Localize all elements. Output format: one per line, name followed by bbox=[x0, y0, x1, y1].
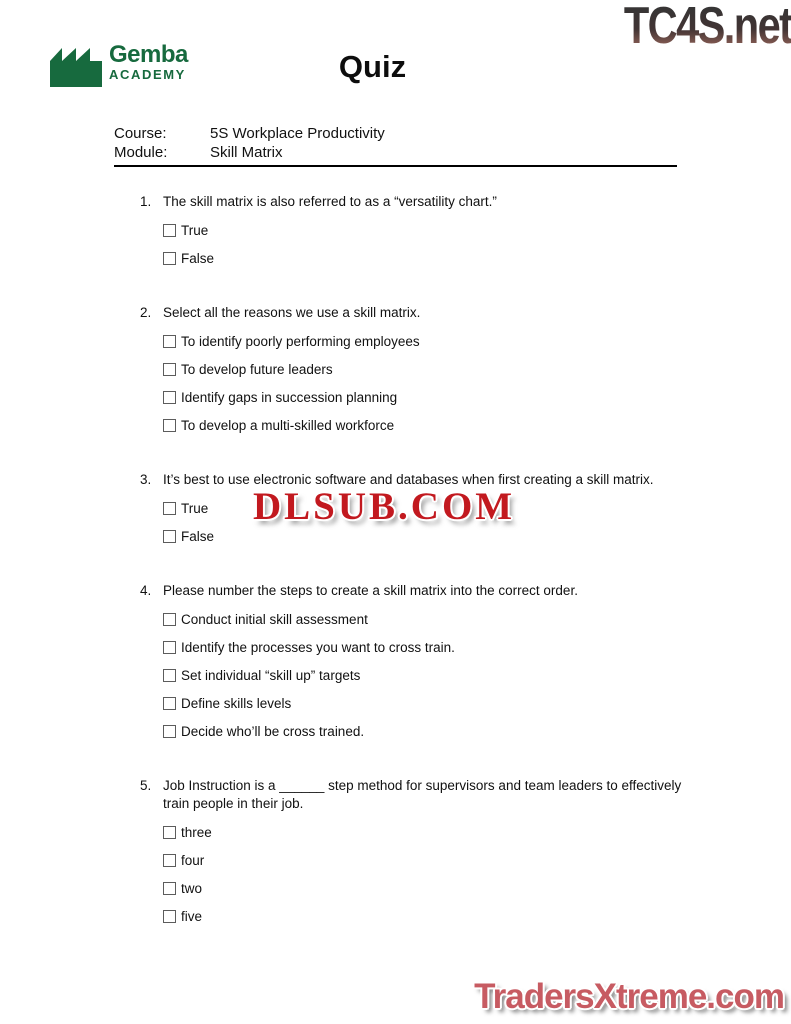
checkbox-icon[interactable] bbox=[163, 697, 176, 710]
answer-option[interactable] bbox=[163, 360, 702, 378]
option-label: five bbox=[181, 908, 203, 924]
answer-option[interactable] bbox=[163, 851, 702, 869]
option-label: To develop a multi-skilled workforce bbox=[181, 417, 395, 433]
answer-option[interactable] bbox=[163, 332, 702, 350]
answer-option[interactable] bbox=[163, 416, 702, 434]
question-list bbox=[140, 193, 702, 962]
answer-option[interactable] bbox=[163, 388, 702, 406]
option-label: Identify the processes you want to cross train. bbox=[181, 639, 455, 655]
module-label: Module: bbox=[114, 143, 168, 161]
question bbox=[140, 777, 702, 925]
module-row bbox=[114, 144, 677, 163]
question bbox=[140, 304, 702, 434]
course-label: Course: bbox=[114, 125, 167, 142]
checkbox-icon[interactable] bbox=[163, 391, 176, 404]
page-title: Quiz bbox=[338, 49, 407, 84]
watermark-center: DLSUB.COM bbox=[253, 485, 516, 528]
watermark-top-right: TC4S.net bbox=[624, 0, 791, 56]
course-row bbox=[114, 125, 677, 144]
question-text: The skill matrix is also referred to as a “versatility chart.” bbox=[163, 194, 497, 209]
question bbox=[140, 582, 702, 740]
checkbox-icon[interactable] bbox=[163, 826, 176, 839]
option-label: Conduct initial skill assessment bbox=[181, 611, 368, 627]
answer-option[interactable] bbox=[163, 907, 702, 925]
checkbox-icon[interactable] bbox=[163, 641, 176, 654]
checkbox-icon[interactable] bbox=[163, 910, 176, 923]
header-divider bbox=[114, 165, 677, 167]
question-number: 1. bbox=[140, 194, 152, 209]
answer-option[interactable] bbox=[163, 694, 702, 712]
checkbox-icon[interactable] bbox=[163, 613, 176, 626]
option-label: False bbox=[181, 250, 215, 266]
answer-option[interactable] bbox=[163, 722, 702, 740]
checkbox-icon[interactable] bbox=[163, 224, 176, 237]
option-label: To identify poorly performing employees bbox=[181, 333, 420, 349]
option-label: True bbox=[181, 500, 209, 516]
answer-option[interactable] bbox=[163, 610, 702, 628]
checkbox-icon[interactable] bbox=[163, 502, 176, 515]
question bbox=[140, 193, 702, 267]
option-label: To develop future leaders bbox=[181, 361, 333, 377]
option-label: two bbox=[181, 880, 203, 896]
answer-option[interactable] bbox=[163, 879, 702, 897]
question-number: 2. bbox=[140, 305, 152, 320]
course-value: 5S Workplace Productivity bbox=[210, 125, 385, 142]
question-head bbox=[140, 193, 702, 211]
checkbox-icon[interactable] bbox=[163, 854, 176, 867]
logo-subtitle: ACADEMY bbox=[109, 67, 186, 82]
question-text: It’s best to use electronic software and databases when first creating a skill matrix. bbox=[163, 472, 654, 487]
quiz-meta bbox=[114, 125, 677, 167]
option-label: Decide who’ll be cross trained. bbox=[181, 723, 365, 739]
logo-name: Gemba bbox=[109, 41, 188, 68]
watermark-bottom-right: TradersXtreme.com bbox=[474, 977, 784, 1016]
option-label: Identify gaps in succession planning bbox=[181, 389, 398, 405]
option-label: False bbox=[181, 528, 215, 544]
checkbox-icon[interactable] bbox=[163, 882, 176, 895]
checkbox-icon[interactable] bbox=[163, 725, 176, 738]
answer-option[interactable] bbox=[163, 527, 702, 545]
question-number: 4. bbox=[140, 583, 152, 598]
checkbox-icon[interactable] bbox=[163, 669, 176, 682]
checkbox-icon[interactable] bbox=[163, 363, 176, 376]
question-head bbox=[140, 777, 702, 813]
answer-option[interactable] bbox=[163, 823, 702, 841]
module-value: Skill Matrix bbox=[210, 143, 283, 161]
question-head bbox=[140, 582, 702, 600]
checkbox-icon[interactable] bbox=[163, 335, 176, 348]
question-text: Job Instruction is a ______ step method for supervisors and team leaders to effectively train people in their job. bbox=[163, 778, 682, 811]
question-number: 3. bbox=[140, 472, 152, 487]
option-label: four bbox=[181, 852, 205, 868]
option-label: True bbox=[181, 222, 209, 238]
checkbox-icon[interactable] bbox=[163, 530, 176, 543]
option-label: Set individual “skill up” targets bbox=[181, 667, 361, 683]
answer-option[interactable] bbox=[163, 666, 702, 684]
question-number: 5. bbox=[140, 778, 152, 793]
answer-option[interactable] bbox=[163, 638, 702, 656]
checkbox-icon[interactable] bbox=[163, 252, 176, 265]
question-text: Select all the reasons we use a skill matrix. bbox=[163, 305, 421, 320]
answer-option[interactable] bbox=[163, 221, 702, 239]
checkbox-icon[interactable] bbox=[163, 419, 176, 432]
option-label: Define skills levels bbox=[181, 695, 292, 711]
question-head bbox=[140, 304, 702, 322]
answer-option[interactable] bbox=[163, 249, 702, 267]
question-text: Please number the steps to create a skill matrix into the correct order. bbox=[163, 583, 578, 598]
option-label: three bbox=[181, 824, 212, 840]
